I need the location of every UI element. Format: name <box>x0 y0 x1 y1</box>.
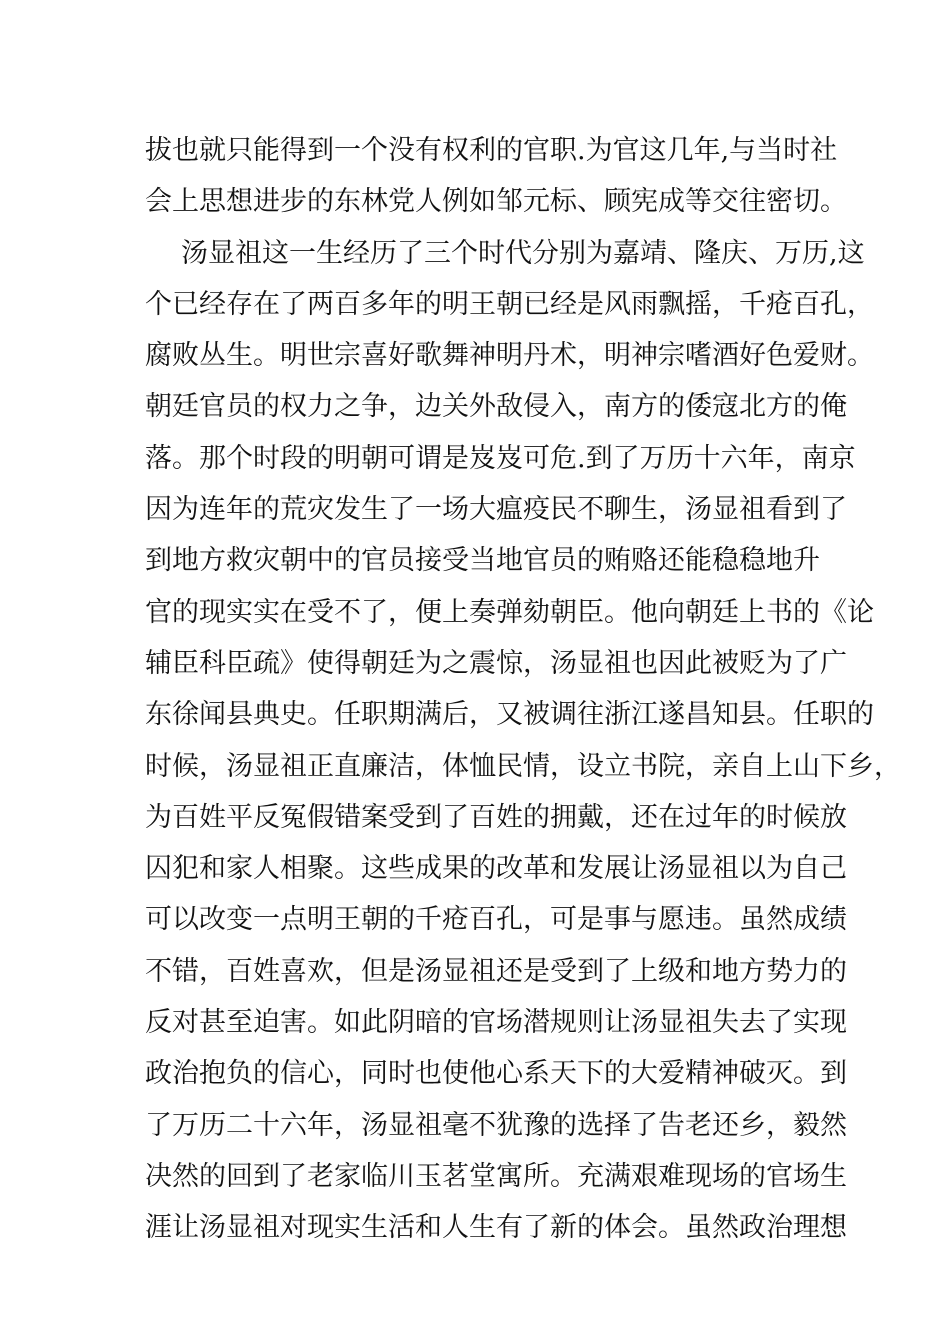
text-line: 了万历二十六年，汤显祖毫不犹豫的选择了告老还乡，毅然 <box>145 1109 847 1141</box>
text-line: 可以改变一点明王朝的千疮百孔，可是事与愿违。虽然成绩 <box>145 904 847 936</box>
text-line: 会上思想进步的东林党人例如邹元标、顾宪成等交往密切。 <box>145 186 847 218</box>
text-line: 官的现实实在受不了，便上奏弹劾朝臣。他向朝廷上书的《论 <box>145 596 874 628</box>
text-line: 反对甚至迫害。如此阴暗的官场潜规则让汤显祖失去了实现 <box>145 1007 847 1039</box>
text-line: 个已经存在了两百多年的明王朝已经是风雨飘摇，千疮百孔， <box>145 288 874 320</box>
paragraph-first-line: 汤显祖这一生经历了三个时代分别为嘉靖、隆庆、万历,这 <box>181 237 865 269</box>
text-line: 不错，百姓喜欢，但是汤显祖还是受到了上级和地方势力的 <box>145 955 847 987</box>
text-line: 东徐闻县典史。任职期满后，又被调往浙江遂昌知县。任职的 <box>145 699 874 731</box>
text-line: 决然的回到了老家临川玉茗堂寓所。充满艰难现场的官场生 <box>145 1160 847 1192</box>
text-line: 腐败丛生。明世宗喜好歌舞神明丹术，明神宗嗜酒好色爱财。 <box>145 340 874 372</box>
text-line: 拔也就只能得到一个没有权利的官职.为官这几年,与当时社 <box>145 135 838 166</box>
text-line: 辅臣科臣疏》使得朝廷为之震惊，汤显祖也因此被贬为了广 <box>145 647 847 679</box>
text-line: 政治抱负的信心，同时也使他心系天下的大爱精神破灭。到 <box>145 1058 847 1090</box>
text-line: 为百姓平反冤假错案受到了百姓的拥戴，还在过年的时候放 <box>145 801 847 833</box>
body-text <box>145 125 901 1254</box>
text-line: 到地方救灾朝中的官员接受当地官员的贿赂还能稳稳地升 <box>145 545 820 577</box>
text-line: 时候，汤显祖正直廉洁，体恤民情，设立书院，亲自上山下乡， <box>145 750 901 782</box>
text-line: 涯让汤显祖对现实生活和人生有了新的体会。虽然政治理想 <box>145 1212 847 1244</box>
text-line: 朝廷官员的权力之争，边关外敌侵入，南方的倭寇北方的俺 <box>145 391 847 423</box>
text-line: 落。那个时段的明朝可谓是岌岌可危.到了万历十六年，南京 <box>145 442 856 474</box>
text-line: 囚犯和家人相聚。这些成果的改革和发展让汤显祖以为自己 <box>145 853 847 885</box>
text-line: 因为连年的荒灾发生了一场大瘟疫民不聊生，汤显祖看到了 <box>145 494 847 526</box>
